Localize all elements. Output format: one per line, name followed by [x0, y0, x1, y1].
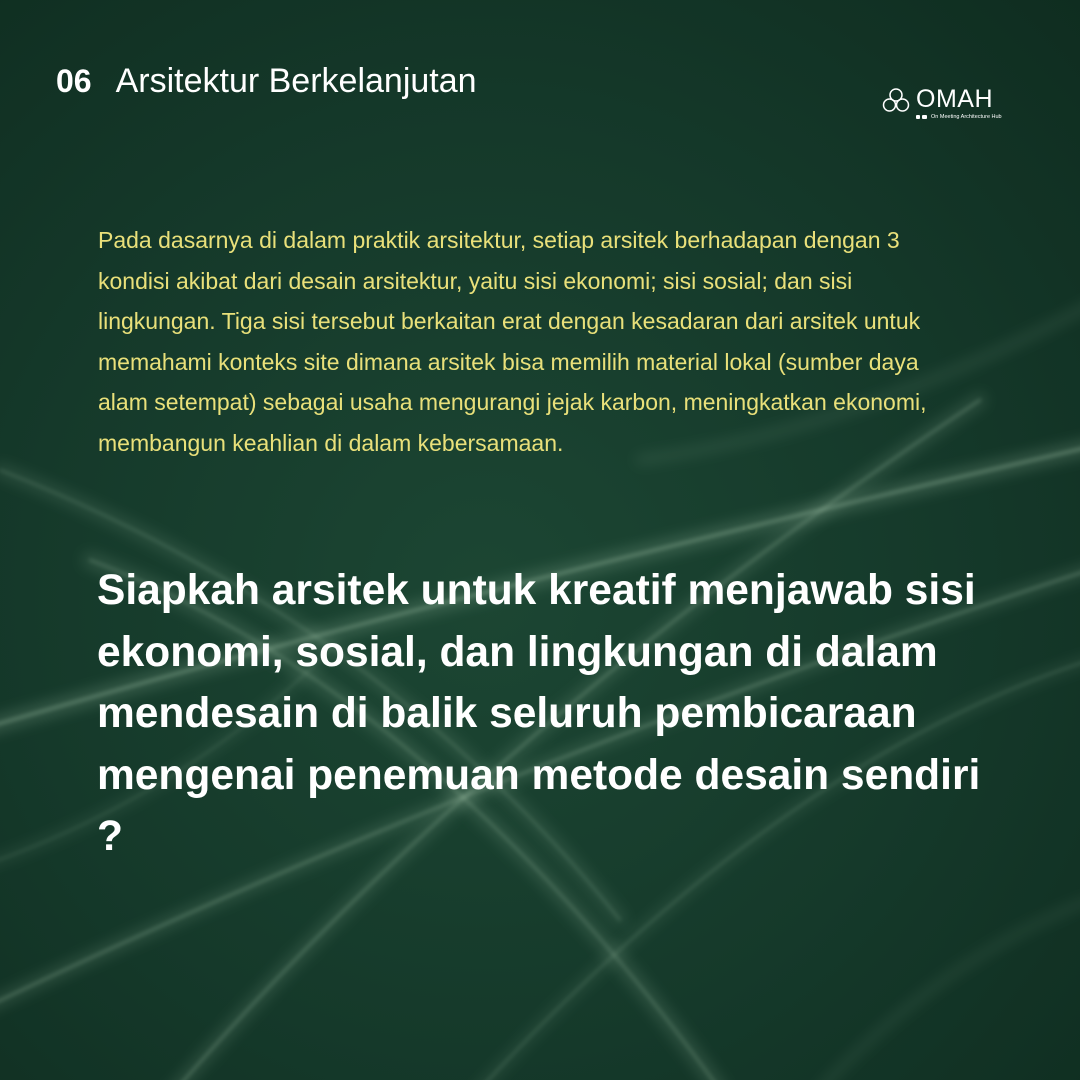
trefoil-logo-icon: [880, 86, 912, 114]
body-paragraph: Pada dasarnya di dalam praktik arsitektur, setiap arsitek berhadapan dengan 3 kondisi akibat dari desain arsitektur, yaitu sisi ekonomi; sisi sosial; dan sisi lingkungan. Tiga sisi tersebut berkaitan erat dengan kesadaran dari arsitek untuk memahami konteks site dimana arsitek bisa memilih material lokal (sumber daya alam setempat) sebagai usaha mengurangi jejak karbon, meningkatkan ekonomi, membangun keahlian di dalam kebersamaan.: [98, 227, 927, 456]
closing-question: Siapkah arsitek untuk kreatif menjawab sisi ekonomi, sosial, dan lingkungan di dalam mendesain di balik seluruh pembicaraan mengenai penemuan metode desain sendiri ?: [97, 567, 981, 860]
section-number: 06: [56, 63, 92, 99]
logo-tagline: On Meeting Architecture Hub: [931, 114, 1002, 120]
logo-wordmark: OMAH: [916, 85, 993, 113]
logo-small-glyph-icon: [916, 114, 928, 120]
omah-logo: [880, 85, 1002, 120]
section-title: Arsitektur Berkelanjutan: [115, 62, 477, 100]
header: [56, 62, 477, 101]
